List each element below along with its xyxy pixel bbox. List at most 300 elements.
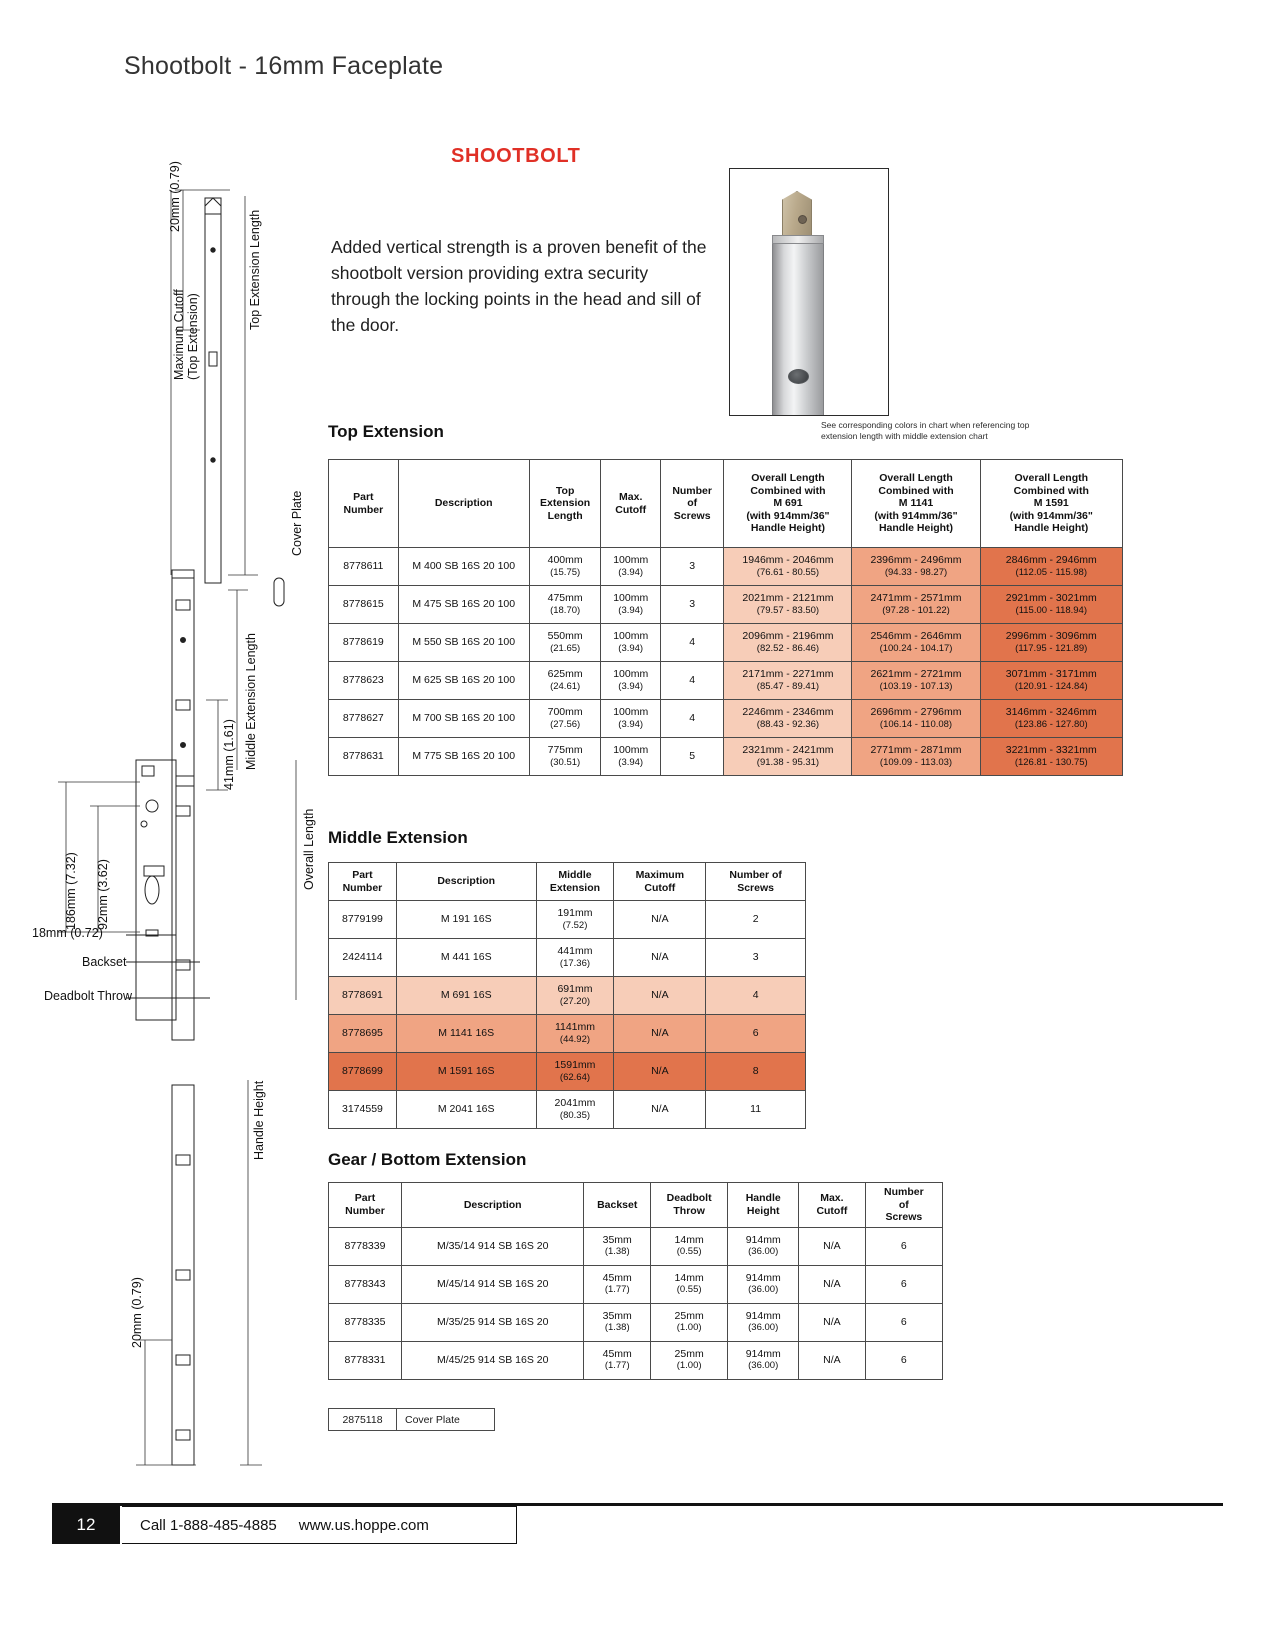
cell-top-extension-length [529, 624, 601, 662]
value-mm: 2621mm - 2721mm [870, 668, 962, 680]
table-row [329, 1227, 943, 1265]
value-mm: 625mm [547, 668, 583, 680]
cell-max-cutoff: N/A [799, 1341, 866, 1379]
cell-screws: 3 [706, 939, 806, 977]
value-in: (36.00) [748, 1246, 779, 1257]
dim-maximum-cutoff: Maximum Cutoff [172, 289, 186, 380]
cell-screws: 6 [865, 1227, 942, 1265]
col-description [401, 1183, 583, 1228]
table-row [329, 548, 1123, 586]
value-mm: 100mm [613, 554, 649, 566]
value-mm: 2471mm - 2571mm [870, 592, 962, 604]
value-mm: 914mm [745, 1309, 781, 1322]
value-mm: 2041mm [554, 1097, 596, 1109]
cell-middle-extension [536, 901, 614, 939]
col-desc-l1: Description [463, 1198, 522, 1211]
cell-description: M/35/25 914 SB 16S 20 [401, 1303, 583, 1341]
cell-part-number: 8778631 [329, 738, 399, 776]
table-row [329, 1091, 806, 1129]
cell-deadbolt-throw [651, 1227, 728, 1265]
cell-middle-extension [536, 939, 614, 977]
dim-92mm: 92mm (3.62) [96, 859, 110, 930]
cell-description: M 441 16S [396, 939, 536, 977]
intro-paragraph: Added vertical strength is a proven benefit of the shootbolt version providing extra security through the locking points in the head and sill of the door. [331, 237, 707, 335]
cell-overall-m1141 [852, 662, 980, 700]
col-m691-l1: Overall Length [751, 472, 825, 485]
col-m691-l5: Handle Height) [750, 522, 825, 535]
cell-backset [584, 1303, 651, 1341]
col-screws-l2: of [687, 497, 698, 510]
dim-backset: Backset [82, 955, 127, 969]
dim-bottom-20mm: 20mm (0.79) [130, 1277, 144, 1348]
col-desc-l1: Description [437, 875, 496, 888]
col-screws-l1: Number [672, 484, 712, 497]
col-backset [584, 1183, 651, 1228]
cell-description: M/45/14 914 SB 16S 20 [401, 1265, 583, 1303]
cell-handle-height [728, 1341, 799, 1379]
col-tel-l3: Length [547, 509, 583, 522]
value-in: (30.51) [550, 756, 581, 768]
cell-description: M/35/14 914 SB 16S 20 [401, 1227, 583, 1265]
col-description [398, 460, 529, 548]
value-in: (21.65) [550, 642, 581, 654]
value-mm: 100mm [613, 706, 649, 718]
value-in: (103.19 - 107.13) [879, 680, 953, 692]
col-m1591-l4: (with 914mm/36" [1009, 509, 1093, 522]
value-in: (82.52 - 86.46) [756, 642, 820, 654]
value-in: (120.91 - 124.84) [1014, 680, 1088, 692]
cell-part-number: 8778335 [329, 1303, 402, 1341]
cell-maximum-cutoff: N/A [614, 1091, 706, 1129]
top-extension-heading: Top Extension [328, 422, 444, 441]
gear-extension-heading: Gear / Bottom Extension [328, 1150, 527, 1169]
cell-part-number: 2875118 [329, 1409, 397, 1431]
col-m691-l4: (with 914mm/36" [746, 509, 830, 522]
bolt-head-graphic [782, 191, 812, 239]
value-in: (79.57 - 83.50) [756, 604, 820, 616]
col-m1591-l2: Combined with [1013, 484, 1089, 497]
table-row [329, 1303, 943, 1341]
col-backset-l1: Backset [597, 1198, 638, 1211]
col-screws-l2: Screws [737, 881, 774, 894]
value-in: (1.38) [604, 1246, 630, 1257]
cell-overall-m1141 [852, 548, 980, 586]
bolt-body-graphic [772, 235, 824, 415]
gear-extension-table [328, 1182, 943, 1380]
cell-middle-extension [536, 1091, 614, 1129]
value-mm: 2021mm - 2121mm [742, 592, 834, 604]
dim-overall-length: Overall Length [302, 808, 316, 890]
cell-deadbolt-throw [651, 1303, 728, 1341]
cell-maximum-cutoff: N/A [614, 939, 706, 977]
dim-handle-height: Handle Height [252, 1080, 266, 1160]
value-in: (3.94) [618, 756, 644, 768]
col-mid-l1: Middle [558, 869, 592, 881]
value-mm: 100mm [613, 630, 649, 642]
page-number: 12 [52, 1506, 120, 1544]
col-overall-m1141 [852, 460, 980, 548]
footer-contact [122, 1506, 517, 1544]
value-in: (1.00) [676, 1360, 702, 1371]
table-row [329, 1015, 806, 1053]
col-throw-l1: Deadbolt [666, 1192, 712, 1205]
cell-middle-extension [536, 977, 614, 1015]
cell-max-cutoff: N/A [799, 1227, 866, 1265]
col-tel-l2: Extension [540, 497, 591, 510]
cell-part-number: 8778339 [329, 1227, 402, 1265]
cell-description: M/45/25 914 SB 16S 20 [401, 1341, 583, 1379]
col-m1141-l3: M 1141 [898, 497, 934, 510]
col-maxcut-l1: Max. [619, 491, 643, 503]
bolt-hole-graphic [798, 215, 807, 224]
col-cut-l1: Max. [820, 1192, 844, 1205]
value-mm: 2171mm - 2271mm [742, 668, 834, 680]
value-in: (126.81 - 130.75) [1014, 756, 1088, 768]
value-mm: 2096mm - 2196mm [742, 630, 834, 642]
value-mm: 775mm [547, 744, 583, 756]
cell-part-number: 2424114 [329, 939, 397, 977]
col-overall-m691 [724, 460, 852, 548]
dim-18mm: 18mm (0.72) [32, 926, 103, 940]
cell-screws: 4 [706, 977, 806, 1015]
cell-middle-extension [536, 1015, 614, 1053]
dim-41mm: 41mm (1.61) [222, 719, 236, 790]
photo-caption: See corresponding colors in chart when referencing top extension length with middle extension chart [821, 420, 1030, 441]
cell-backset [584, 1341, 651, 1379]
col-part-l1: Part [354, 1192, 376, 1205]
product-photo [729, 168, 889, 416]
value-in: (7.52) [562, 919, 588, 931]
cell-screws: 6 [865, 1341, 942, 1379]
cell-overall-m1591 [980, 700, 1122, 738]
value-mm: 2321mm - 2421mm [742, 744, 834, 756]
value-mm: 400mm [547, 554, 583, 566]
cell-overall-m691 [724, 700, 852, 738]
cell-overall-m1591 [980, 624, 1122, 662]
value-mm: 14mm [674, 1271, 704, 1284]
value-in: (36.00) [748, 1284, 779, 1295]
col-mid-l2: Extension [549, 881, 601, 894]
value-in: (44.92) [559, 1033, 591, 1045]
cell-overall-m691 [724, 738, 852, 776]
value-in: (3.94) [618, 718, 644, 730]
cell-middle-extension [536, 1053, 614, 1091]
cell-part-number: 8778619 [329, 624, 399, 662]
cell-overall-m1591 [980, 548, 1122, 586]
col-throw-l2: Throw [673, 1204, 705, 1217]
value-mm: 45mm [602, 1347, 632, 1360]
value-in: (112.05 - 115.98) [1015, 566, 1088, 578]
cell-description: M 475 SB 16S 20 100 [398, 586, 529, 624]
value-in: (76.61 - 80.55) [756, 566, 820, 578]
cell-part-number: 8779199 [329, 901, 397, 939]
col-part-number-l1: Part [353, 491, 374, 503]
col-screws-l1: Number of [729, 869, 782, 881]
col-m1141-l5: Handle Height) [878, 522, 954, 535]
col-part-number-l2: Number [343, 503, 384, 516]
cell-description: M 1591 16S [396, 1053, 536, 1091]
value-in: (80.35) [559, 1109, 591, 1121]
col-m1591-l5: Handle Height) [1014, 522, 1089, 535]
col-m691-l3: M 691 [773, 497, 803, 510]
table-row [329, 1265, 943, 1303]
value-in: (1.77) [604, 1360, 630, 1371]
value-mm: 2771mm - 2871mm [870, 744, 962, 756]
col-part-l2: Number [345, 1204, 385, 1217]
col-part-number [329, 863, 397, 901]
col-overall-m1591 [980, 460, 1122, 548]
value-mm: 914mm [745, 1233, 781, 1246]
value-in: (1.77) [604, 1284, 630, 1295]
col-screws-l3: Screws [673, 509, 711, 522]
cell-description: M 191 16S [396, 901, 536, 939]
value-in: (3.94) [618, 642, 644, 654]
cell-handle-height [728, 1303, 799, 1341]
cell-maximum-cutoff: N/A [614, 1053, 706, 1091]
bolt-body-top-graphic [772, 235, 824, 244]
value-in: (36.00) [748, 1322, 779, 1333]
cell-max-cutoff: N/A [799, 1303, 866, 1341]
cell-top-extension-length [529, 548, 601, 586]
cell-max-cutoff [601, 700, 660, 738]
cell-description: M 700 SB 16S 20 100 [398, 700, 529, 738]
cell-overall-m1591 [980, 738, 1122, 776]
value-in: (1.00) [676, 1322, 702, 1333]
cell-screws: 8 [706, 1053, 806, 1091]
cover-plate-table [328, 1408, 495, 1431]
cell-deadbolt-throw [651, 1265, 728, 1303]
col-screws-l2: of [898, 1198, 909, 1211]
value-mm: 691mm [557, 983, 593, 995]
col-m1141-l1: Overall Length [879, 472, 953, 485]
cell-top-extension-length [529, 586, 601, 624]
value-mm: 25mm [674, 1347, 704, 1360]
cell-screws: 11 [706, 1091, 806, 1129]
value-mm: 3071mm - 3171mm [1005, 668, 1097, 680]
value-in: (1.38) [604, 1322, 630, 1333]
bolt-oval-graphic [788, 369, 809, 384]
value-mm: 100mm [613, 592, 649, 604]
cell-overall-m691 [724, 662, 852, 700]
cell-part-number: 8778615 [329, 586, 399, 624]
footer-website: www.us.hoppe.com [298, 1516, 429, 1534]
cell-top-extension-length [529, 662, 601, 700]
cell-max-cutoff: N/A [799, 1265, 866, 1303]
cell-overall-m691 [724, 624, 852, 662]
cell-screws: 4 [660, 700, 724, 738]
cell-description: M 691 16S [396, 977, 536, 1015]
value-mm: 2546mm - 2646mm [870, 630, 962, 642]
cell-overall-m1141 [852, 624, 980, 662]
cell-maximum-cutoff: N/A [614, 901, 706, 939]
col-screws-l1: Number [883, 1186, 924, 1198]
cell-overall-m691 [724, 586, 852, 624]
col-m1591-l3: M 1591 [1033, 497, 1069, 510]
cell-max-cutoff [601, 662, 660, 700]
cell-overall-m1591 [980, 586, 1122, 624]
table-row [329, 662, 1123, 700]
cell-top-extension-length [529, 738, 601, 776]
cell-maximum-cutoff: N/A [614, 1015, 706, 1053]
col-hh-l1: Handle [745, 1192, 781, 1205]
table-row [329, 586, 1123, 624]
table-header-row [329, 863, 806, 901]
col-part-number [329, 460, 399, 548]
col-number-of-screws [865, 1183, 942, 1228]
col-cut-l1: Maximum [635, 869, 685, 881]
cell-overall-m691 [724, 548, 852, 586]
table-row [329, 1053, 806, 1091]
value-mm: 1946mm - 2046mm [742, 554, 834, 566]
value-mm: 14mm [674, 1233, 704, 1246]
col-tel-l1: Top [555, 484, 575, 497]
footer-phone: Call 1-888-485-4885 [140, 1516, 277, 1534]
cell-description: M 2041 16S [396, 1091, 536, 1129]
col-part-l2: Number [342, 881, 383, 894]
col-deadbolt-throw [651, 1183, 728, 1228]
cell-overall-m1141 [852, 586, 980, 624]
value-mm: 2996mm - 3096mm [1005, 630, 1097, 642]
value-mm: 100mm [613, 668, 649, 680]
col-max-cutoff [799, 1183, 866, 1228]
col-cut-l2: Cutoff [816, 1204, 848, 1217]
value-mm: 2246mm - 2346mm [742, 706, 834, 718]
cell-screws: 6 [706, 1015, 806, 1053]
value-in: (27.20) [559, 995, 591, 1007]
table-row [329, 939, 806, 977]
cell-part-number: 8778699 [329, 1053, 397, 1091]
value-mm: 3146mm - 3246mm [1005, 706, 1097, 718]
cell-part-number: 8778331 [329, 1341, 402, 1379]
value-mm: 914mm [745, 1347, 781, 1360]
cell-screws: 5 [660, 738, 724, 776]
value-in: (100.24 - 104.17) [879, 642, 953, 654]
value-mm: 45mm [602, 1271, 632, 1284]
col-number-of-screws [660, 460, 724, 548]
value-mm: 2696mm - 2796mm [870, 706, 962, 718]
cell-screws: 6 [865, 1265, 942, 1303]
value-in: (62.64) [559, 1071, 591, 1083]
value-in: (17.36) [559, 957, 591, 969]
value-mm: 550mm [547, 630, 583, 642]
value-in: (15.75) [550, 566, 581, 578]
cell-part-number: 8778695 [329, 1015, 397, 1053]
value-mm: 35mm [602, 1233, 632, 1246]
cell-screws: 6 [865, 1303, 942, 1341]
value-in: (27.56) [550, 718, 581, 730]
value-in: (123.86 - 127.80) [1014, 718, 1088, 730]
cell-maximum-cutoff: N/A [614, 977, 706, 1015]
cell-part-number: 8778691 [329, 977, 397, 1015]
cell-part-number: 8778623 [329, 662, 399, 700]
cell-overall-m1141 [852, 700, 980, 738]
col-middle-extension [536, 863, 614, 901]
col-part-l1: Part [352, 869, 373, 881]
cell-overall-m1141 [852, 738, 980, 776]
dim-cover-plate: Cover Plate [290, 490, 304, 556]
value-mm: 191mm [557, 907, 593, 919]
top-extension-table [328, 459, 1123, 776]
value-mm: 35mm [602, 1309, 632, 1322]
col-number-of-screws [706, 863, 806, 901]
cell-deadbolt-throw [651, 1341, 728, 1379]
table-row [329, 977, 806, 1015]
section-heading: SHOOTBOLT [451, 145, 581, 167]
value-in: (91.38 - 95.31) [756, 756, 820, 768]
cell-max-cutoff [601, 586, 660, 624]
value-mm: 2846mm - 2946mm [1005, 554, 1097, 566]
col-description [396, 863, 536, 901]
col-maximum-cutoff [614, 863, 706, 901]
value-mm: 700mm [547, 706, 583, 718]
value-in: (0.55) [676, 1284, 702, 1295]
value-mm: 475mm [547, 592, 583, 604]
value-in: (94.33 - 98.27) [884, 566, 948, 578]
value-in: (85.47 - 89.41) [756, 680, 820, 692]
dim-186mm: 186mm (7.32) [64, 852, 78, 930]
middle-extension-heading: Middle Extension [328, 828, 468, 847]
cell-screws: 3 [660, 586, 724, 624]
table-row [329, 1341, 943, 1379]
cell-part-number: 8778343 [329, 1265, 402, 1303]
value-mm: 2396mm - 2496mm [870, 554, 962, 566]
cell-description: M 550 SB 16S 20 100 [398, 624, 529, 662]
table-row [329, 901, 806, 939]
dim-middle-extension-length: Middle Extension Length [244, 633, 258, 770]
value-mm: 914mm [745, 1271, 781, 1284]
col-part-number [329, 1183, 402, 1228]
dim-top-extension-length: Top Extension Length [248, 209, 262, 330]
value-in: (0.55) [676, 1246, 702, 1257]
col-handle-height [728, 1183, 799, 1228]
cell-description: M 400 SB 16S 20 100 [398, 548, 529, 586]
value-in: (3.94) [618, 680, 644, 692]
col-screws-l3: Screws [885, 1211, 923, 1223]
value-mm: 441mm [557, 945, 593, 957]
cell-screws: 2 [706, 901, 806, 939]
cell-description: M 775 SB 16S 20 100 [398, 738, 529, 776]
value-mm: 3221mm - 3321mm [1005, 744, 1097, 756]
col-m691-l2: Combined with [750, 484, 826, 497]
table-header-row [329, 460, 1123, 548]
cell-top-extension-length [529, 700, 601, 738]
col-description-l1: Description [434, 497, 493, 510]
col-cut-l2: Cutoff [644, 881, 676, 894]
cell-screws: 3 [660, 548, 724, 586]
value-in: (106.14 - 110.08) [879, 718, 953, 730]
page-title: Shootbolt - 16mm Faceplate [124, 52, 444, 80]
cell-part-number: 8778611 [329, 548, 399, 586]
value-in: (3.94) [618, 566, 644, 578]
cell-handle-height [728, 1265, 799, 1303]
table-row [329, 738, 1123, 776]
col-m1141-l2: Combined with [878, 484, 954, 497]
cell-max-cutoff [601, 738, 660, 776]
value-mm: 100mm [613, 744, 649, 756]
value-mm: 2921mm - 3021mm [1005, 592, 1097, 604]
cell-overall-m1591 [980, 662, 1122, 700]
value-mm: 1141mm [554, 1021, 596, 1033]
col-top-extension-length [529, 460, 601, 548]
middle-extension-table [328, 862, 806, 1129]
col-m1141-l4: (with 914mm/36" [874, 509, 958, 522]
cell-description: M 1141 16S [396, 1015, 536, 1053]
value-in: (3.94) [618, 604, 644, 616]
cell-description: M 625 SB 16S 20 100 [398, 662, 529, 700]
value-in: (88.43 - 92.36) [756, 718, 820, 730]
value-in: (117.95 - 121.89) [1015, 642, 1088, 654]
col-m1591-l1: Overall Length [1014, 472, 1089, 485]
